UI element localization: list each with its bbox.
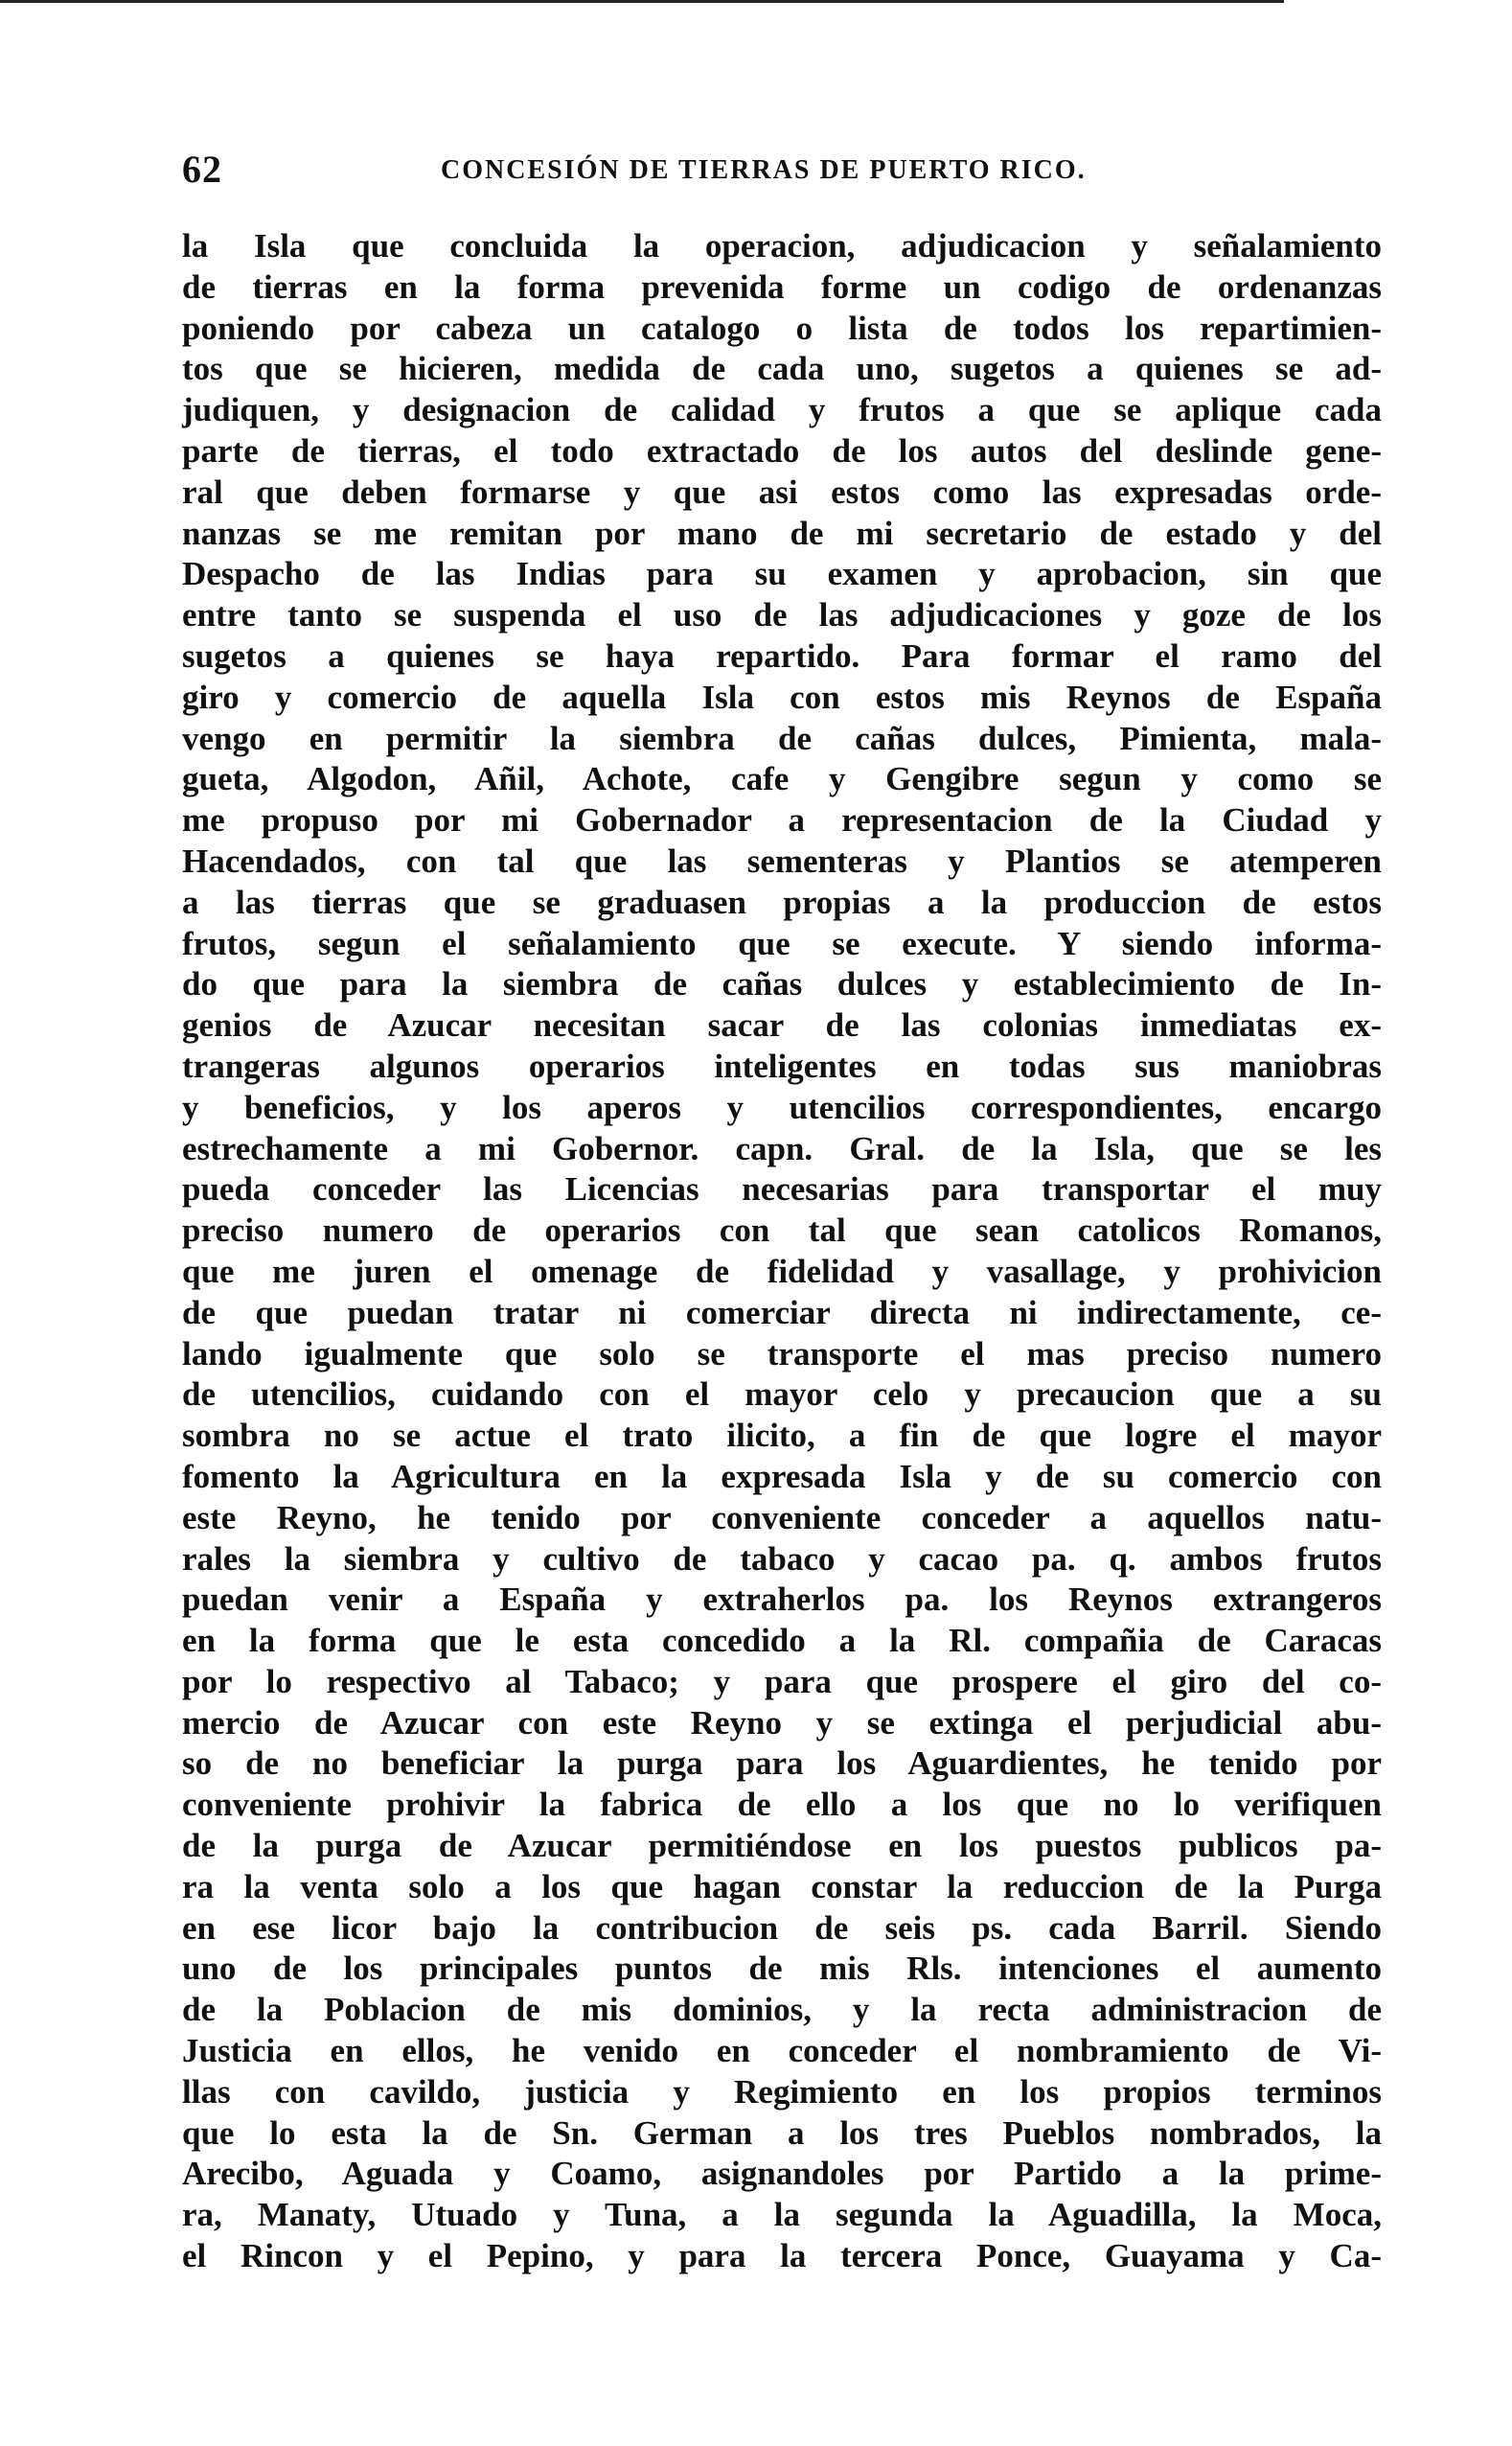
text-line: Despacho de las Indias para su examen y aprobacion, sin que: [182, 555, 1382, 593]
text-line: sombra no se actue el trato ilicito, a fin de que logre el mayor: [182, 1417, 1382, 1455]
text-line: conveniente prohivir la fabrica de ello a los que no lo verifiquen: [182, 1786, 1382, 1824]
text-line: de que puedan tratar ni comerciar directa ni indirectamente, ce-: [182, 1293, 1382, 1331]
text-line: nanzas se me remitan por mano de mi secretario de estado y del: [182, 514, 1382, 552]
text-line: Justicia en ellos, he venido en conceder el nombramiento de Vi-: [182, 2032, 1382, 2070]
text-line: rales la siembra y cultivo de tabaco y cacao pa. q. ambos frutos: [182, 1539, 1382, 1578]
text-line: gueta, Algodon, Añil, Achote, cafe y Gengibre segun y como se: [182, 760, 1382, 798]
text-line: este Reyno, he tenido por conveniente conceder a aquellos natu-: [182, 1498, 1382, 1536]
text-line: ra la venta solo a los que hagan constar la reduccion de la Purga: [182, 1867, 1382, 1905]
text-line: Hacendados, con tal que las sementeras y Plantios se atemperen: [182, 842, 1382, 880]
text-line: de tierras en la forma prevenida forme un codigo de ordenanzas: [182, 267, 1382, 306]
text-line: entre tanto se suspenda el uso de las adjudicaciones y goze de los: [182, 596, 1382, 635]
text-line: a las tierras que se graduasen propias a la produccion de estos: [182, 883, 1382, 921]
text-line: parte de tierras, el todo extractado de los autos del deslinde gene-: [182, 431, 1382, 470]
text-line: pueda conceder las Licencias necesarias para transportar el muy: [182, 1170, 1382, 1209]
text-line: por lo respectivo al Tabaco; y para que prospere el giro del co-: [182, 1662, 1382, 1700]
text-line: que me juren el omenage de fidelidad y vasallage, y prohivicion: [182, 1252, 1382, 1290]
text-line: judiquen, y designacion de calidad y frutos a que se aplique cada: [182, 391, 1382, 429]
text-line: giro y comercio de aquella Isla con estos mis Reynos de España: [182, 678, 1382, 716]
text-line: Arecibo, Aguada y Coamo, asignandoles por Partido a la prime-: [182, 2155, 1382, 2193]
text-line: en la forma que le esta concedido a la Rl. compañia de Caracas: [182, 1622, 1382, 1660]
text-line: de la Poblacion de mis dominios, y la recta administracion de: [182, 1991, 1382, 2029]
text-line: mercio de Azucar con este Reyno y se extinga el perjudicial abu-: [182, 1703, 1382, 1742]
text-line: trangeras algunos operarios inteligentes en todas sus maniobras: [182, 1047, 1382, 1085]
text-line: y beneficios, y los aperos y utencilios correspondientes, encargo: [182, 1088, 1382, 1126]
text-line: llas con cavildo, justicia y Regimiento en los propios terminos: [182, 2072, 1382, 2111]
text-line: genios de Azucar necesitan sacar de las colonias inmediatas ex-: [182, 1006, 1382, 1045]
text-line: so de no beneficiar la purga para los Aguardientes, he tenido por: [182, 1744, 1382, 1783]
text-line: de utencilios, cuidando con el mayor celo y precaucion que a su: [182, 1375, 1382, 1414]
text-line: que lo esta la de Sn. German a los tres Pueblos nombrados, la: [182, 2113, 1382, 2152]
text-line: estrechamente a mi Gobernor. capn. Gral. de la Isla, que se les: [182, 1129, 1382, 1167]
text-line: frutos, segun el señalamiento que se execute. Y siendo informa-: [182, 924, 1382, 962]
page-number: 62: [182, 148, 222, 191]
top-rule: [0, 0, 1284, 3]
text-line: en ese licor bajo la contribucion de seis ps. cada Barril. Siendo: [182, 1908, 1382, 1947]
text-line: tos que se hicieren, medida de cada uno, sugetos a quienes se ad-: [182, 350, 1382, 388]
text-line: sugetos a quienes se haya repartido. Para formar el ramo del: [182, 636, 1382, 675]
text-line: ra, Manaty, Utuado y Tuna, a la segunda la Aguadilla, la Moca,: [182, 2196, 1382, 2234]
running-head: [182, 146, 1389, 194]
text-line: do que para la siembra de cañas dulces y establecimiento de In-: [182, 965, 1382, 1004]
text-line: ral que deben formarse y que asi estos como las expresadas orde-: [182, 473, 1382, 511]
text-line: uno de los principales puntos de mis Rls. intenciones el aumento: [182, 1950, 1382, 1988]
body-text: [182, 226, 1382, 2277]
text-line: fomento la Agricultura en la expresada Isla y de su comercio con: [182, 1457, 1382, 1495]
text-line: vengo en permitir la siembra de cañas dulces, Pimienta, mala-: [182, 719, 1382, 757]
text-line: el Rincon y el Pepino, y para la tercera Ponce, Guayama y Ca-: [182, 2237, 1382, 2275]
text-line: puedan venir a España y extraherlos pa. los Reynos extrangeros: [182, 1581, 1382, 1619]
text-line: la Isla que concluida la operacion, adjudicacion y señalamiento: [182, 227, 1382, 265]
text-line: poniendo por cabeza un catalogo o lista de todos los repartimien-: [182, 309, 1382, 347]
text-line: de la purga de Azucar permitiéndose en los puestos publicos pa-: [182, 1827, 1382, 1865]
text-line: me propuso por mi Gobernador a representacion de la Ciudad y: [182, 801, 1382, 840]
text-line: lando igualmente que solo se transporte el mas preciso numero: [182, 1334, 1382, 1373]
running-title: CONCESIÓN DE TIERRAS DE PUERTO RICO.: [441, 155, 1087, 185]
text-line: preciso numero de operarios con tal que sean catolicos Romanos,: [182, 1211, 1382, 1250]
